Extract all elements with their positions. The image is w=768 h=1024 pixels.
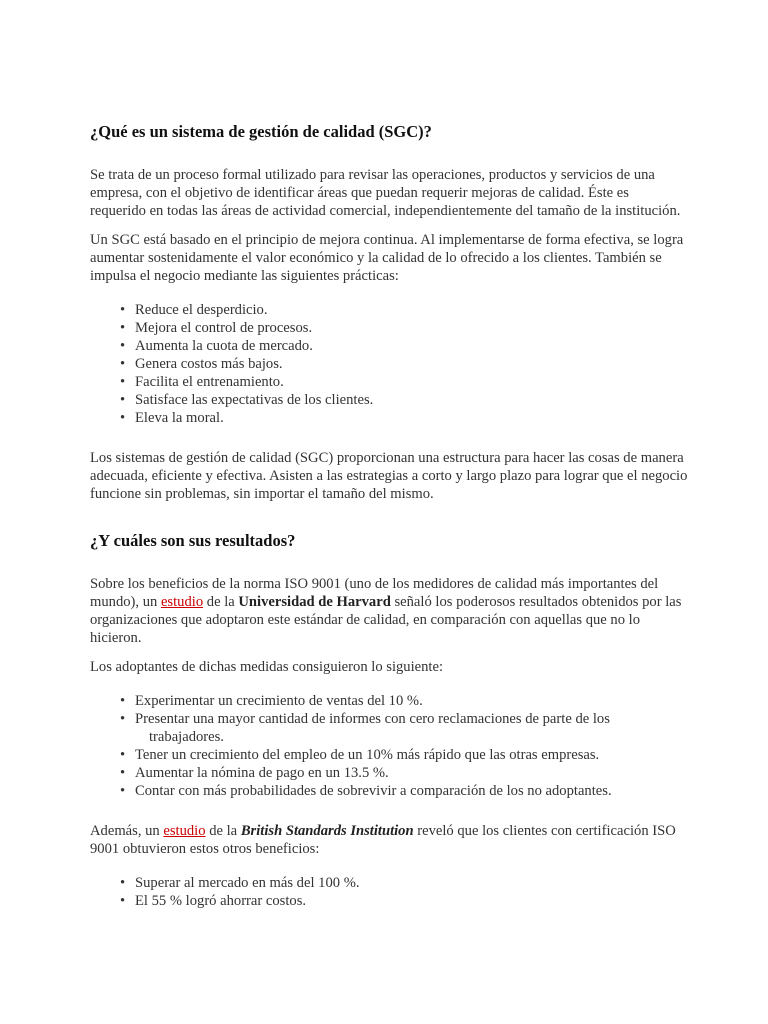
study-link-bsi[interactable]: estudio (163, 823, 206, 839)
list-item: • Satisface las expectativas de los clientes. (135, 391, 688, 409)
paragraph-adopters: Los adoptantes de dichas medidas consiguieron lo siguiente: (90, 659, 444, 675)
list-item: • Experimentar un crecimiento de ventas del 10 %. (135, 692, 688, 710)
text-segment: de la (205, 823, 241, 839)
paragraph-structure: Los sistemas de gestión de calidad (SGC) proporcionan una estructura para hacer las cosas de manera adecuada, eficiente y efectiva. Asisten a las estrategias a corto y largo plazo para lograr que el negocio funcione sin problemas, sin importar el tamaño del mismo. (90, 450, 688, 502)
list-item: • Aumentar la nómina de pago en un 13.5 %. (135, 764, 688, 782)
text-segment: de la (203, 594, 239, 610)
paragraph-continuous-improvement: Un SGC está basado en el principio de mejora continua. Al implementarse de forma efectiva, se logra aumentar sostenidamente el valor económico y la calidad de lo ofrecido a los clientes. También se impulsa el negocio mediante las siguientes prácticas: (90, 232, 684, 284)
harvard-name: Universidad de Harvard (238, 594, 391, 610)
text-segment: señaló los poderosos resultados obtenidos por las organizaciones que adoptaron este estándar de calidad, en comparación con aquellas que no lo hicieron. (90, 594, 682, 646)
results-list (90, 692, 688, 800)
list-item: • Contar con más probabilidades de sobrevivir a comparación de los no adoptantes. (135, 782, 688, 800)
paragraph-definition: Se trata de un proceso formal utilizado para revisar las operaciones, productos y servicios de una empresa, con el objetivo de identificar áreas que puedan requerir mejoras de calidad. Éste es requerido en todas las áreas de actividad comercial, independientemente del tamaño de la institución. (90, 167, 681, 219)
bsi-name: British Standards Institution (240, 823, 414, 839)
text-segment: Sobre los beneficios de la norma ISO 9001 (uno de los medidores de calidad más importantes del mundo), un (90, 576, 659, 610)
text-segment: reveló que los clientes con certificación ISO 9001 obtuvieron estos otros beneficios: (90, 823, 676, 857)
list-item: • Facilita el entrenamiento. (135, 373, 688, 391)
list-item: • El 55 % logró ahorrar costos. (135, 892, 688, 910)
list-item-wrap-text: trabajadores. (149, 729, 224, 745)
paragraph-harvard-study (90, 575, 688, 647)
list-item: • Tener un crecimiento del empleo de un 10% más rápido que las otras empresas. (135, 746, 688, 764)
list-item: • Reduce el desperdicio. (135, 301, 688, 319)
section-heading-results: ¿Y cuáles son sus resultados? (90, 531, 296, 550)
list-item: • Superar al mercado en más del 100 %. (135, 874, 688, 892)
benefits-list (90, 874, 688, 910)
list-item: • Eleva la moral. (135, 409, 688, 427)
paragraph-bsi-study (90, 822, 688, 858)
list-item: • Aumenta la cuota de mercado. (135, 337, 688, 355)
list-item: • Mejora el control de procesos. (135, 319, 688, 337)
list-item: • Genera costos más bajos. (135, 355, 688, 373)
study-link-harvard[interactable]: estudio (160, 594, 204, 610)
list-item (135, 710, 688, 746)
text-segment: Además, un (90, 823, 164, 839)
practices-list (90, 301, 688, 427)
list-item-text: Presentar una mayor cantidad de informes con cero reclamaciones de parte de los (135, 711, 610, 727)
section-heading-sgc: ¿Qué es un sistema de gestión de calidad (SGC)? (90, 122, 432, 141)
